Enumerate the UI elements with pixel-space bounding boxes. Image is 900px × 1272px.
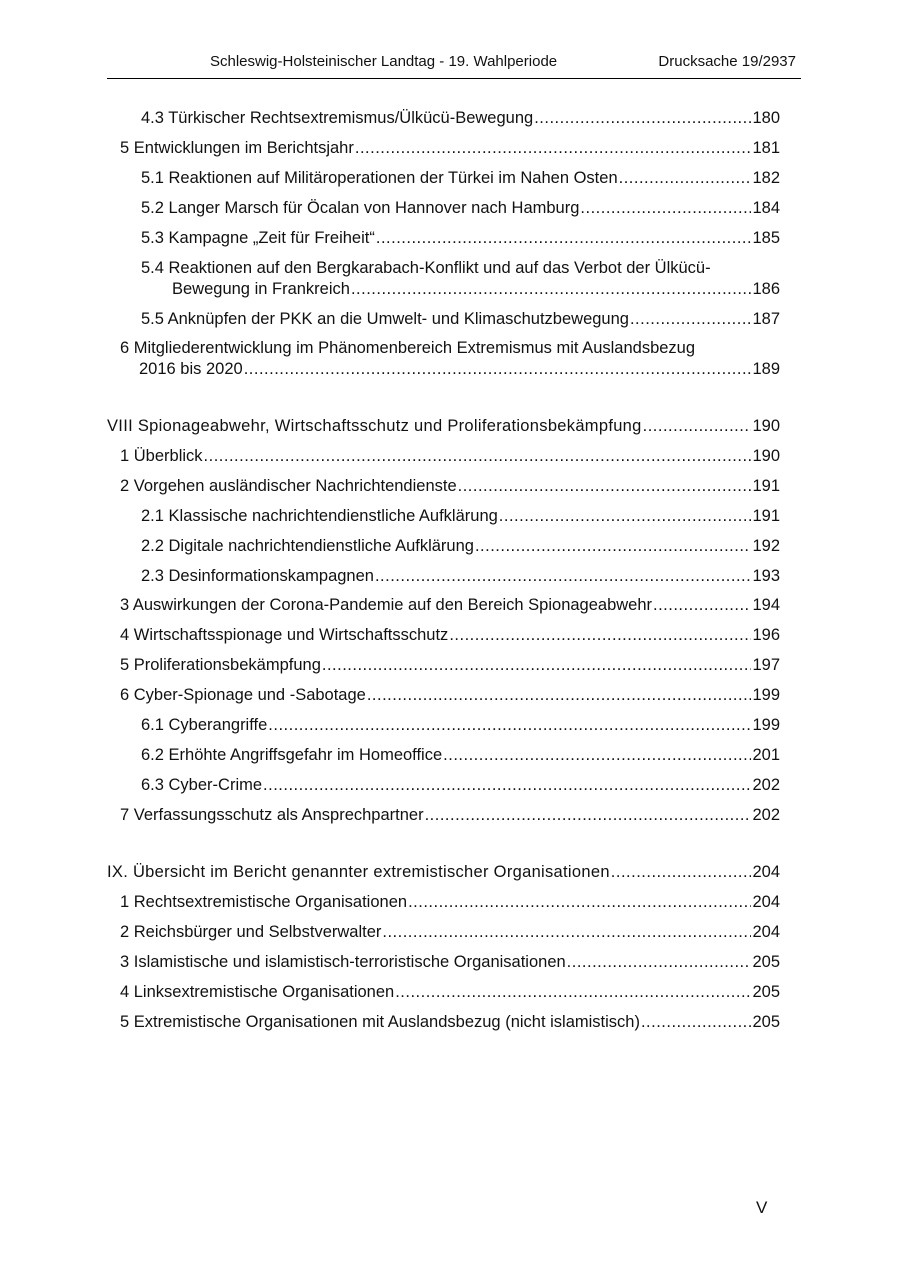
toc-entry-page: 181 <box>752 139 780 157</box>
toc-entry-title: 5 Entwicklungen im Berichtsjahr <box>120 139 354 157</box>
dot-leader <box>475 536 752 556</box>
toc-chapter-title: VIII Spionageabwehr, Wirtschaftsschutz und Proliferationsbekämpfung <box>107 417 642 435</box>
toc-entry-title: 7 Verfassungsschutz als Ansprechpartner <box>120 806 424 824</box>
toc-entry-page: 182 <box>752 169 780 187</box>
dot-leader <box>449 625 751 645</box>
toc-entry-page: 204 <box>752 863 780 881</box>
dot-leader <box>408 892 751 912</box>
toc-entry-title: 2 Vorgehen ausländischer Nachrichtendienste <box>120 477 457 495</box>
dot-leader <box>499 506 752 526</box>
toc-entry-title: 5.4 Reaktionen auf den Bergkarabach-Konflikt und auf das Verbot der Ülkücü- <box>141 259 711 277</box>
toc-entry-page: 196 <box>752 626 780 644</box>
toc-entry-page: 194 <box>752 596 780 614</box>
toc-entry-page: 205 <box>752 953 780 971</box>
dot-leader <box>653 595 751 615</box>
toc-entry-title: 6 Mitgliederentwicklung im Phänomenbereich Extremismus mit Auslandsbezug <box>120 339 696 357</box>
toc-entry-page: 191 <box>752 477 780 495</box>
dot-leader <box>580 198 751 218</box>
dot-leader <box>395 982 751 1002</box>
dot-leader <box>355 138 752 158</box>
toc-entry-page: 190 <box>752 417 780 435</box>
dot-leader <box>268 715 751 735</box>
toc-entry-page: 186 <box>752 280 780 298</box>
dot-leader <box>619 168 752 188</box>
toc-entry-page: 180 <box>752 109 780 127</box>
toc-entry-page: 197 <box>752 656 780 674</box>
toc-entry-title: 4.3 Türkischer Rechtsextremismus/Ülkücü-Bewegung <box>141 109 534 127</box>
page-header <box>107 52 801 79</box>
toc-entry-page: 202 <box>752 776 780 794</box>
dot-leader <box>630 309 752 329</box>
toc-entry-title: 5.5 Anknüpfen der PKK an die Umwelt- und Klimaschutzbewegung <box>141 310 629 328</box>
toc-entry-page: 191 <box>752 507 780 525</box>
toc-entry-title: 5 Extremistische Organisationen mit Auslandsbezug (nicht islamistisch) <box>120 1013 640 1031</box>
header-document-number: Drucksache 19/2937 <box>658 53 796 70</box>
toc-entry-title: 2.2 Digitale nachrichtendienstliche Aufklärung <box>141 537 474 555</box>
dot-leader <box>204 446 752 466</box>
toc-entry-title: 6.1 Cyberangriffe <box>141 716 268 734</box>
dot-leader <box>611 862 752 882</box>
toc-entry-page: 204 <box>752 893 780 911</box>
dot-leader <box>641 1012 752 1032</box>
dot-leader <box>375 566 752 586</box>
toc-entry-page: 199 <box>752 686 780 704</box>
dot-leader <box>443 745 751 765</box>
toc-entry-page: 202 <box>752 806 780 824</box>
toc-entry-page: 201 <box>752 746 780 764</box>
toc-entry-page: 205 <box>752 983 780 1001</box>
toc-entry-page: 204 <box>752 923 780 941</box>
toc-entry-page: 193 <box>752 567 780 585</box>
dot-leader <box>567 952 752 972</box>
header-title: Schleswig-Holsteinischer Landtag - 19. Wahlperiode <box>210 53 558 70</box>
toc-entry-title: 5.2 Langer Marsch für Öcalan von Hannover nach Hamburg <box>141 199 580 217</box>
toc-entry-title: 6 Cyber-Spionage und -Sabotage <box>120 686 366 704</box>
toc-entry-title: 2.1 Klassische nachrichtendienstliche Aufklärung <box>141 507 498 525</box>
toc-entry-page: 199 <box>752 716 780 734</box>
dot-leader <box>382 922 751 942</box>
toc-entry-page: 189 <box>752 360 780 378</box>
toc-entry-page: 192 <box>752 537 780 555</box>
toc-entry-title: 5 Proliferationsbekämpfung <box>120 656 321 674</box>
toc-entry-page: 187 <box>752 310 780 328</box>
dot-leader <box>534 108 751 128</box>
dot-leader <box>425 805 752 825</box>
toc-entry-title: 5.3 Kampagne „Zeit für Freiheit“ <box>141 229 375 247</box>
toc-chapter-title: IX. Übersicht im Bericht genannter extremistischer Organisationen <box>107 863 610 881</box>
toc-entry-title: 6.3 Cyber-Crime <box>141 776 263 794</box>
toc-entry-page: 184 <box>752 199 780 217</box>
toc-entry-page: 190 <box>752 447 780 465</box>
toc-entry-title: 1 Rechtsextremistische Organisationen <box>120 893 408 911</box>
dot-leader <box>367 685 752 705</box>
dot-leader <box>263 775 751 795</box>
toc-entry-title: 3 Auswirkungen der Corona-Pandemie auf den Bereich Spionageabwehr <box>120 596 653 614</box>
toc-entry-title: 2.3 Desinformationskampagnen <box>141 567 374 585</box>
toc-entry-title: 6.2 Erhöhte Angriffsgefahr im Homeoffice <box>141 746 443 764</box>
toc-entry-title: 4 Wirtschaftsspionage und Wirtschaftsschutz <box>120 626 449 644</box>
dot-leader <box>351 279 752 299</box>
dot-leader <box>643 416 752 436</box>
toc-entry-title-continued: 2016 bis 2020 <box>139 360 243 378</box>
dot-leader <box>244 359 752 379</box>
dot-leader <box>376 228 752 248</box>
toc-entry-page: 205 <box>752 1013 780 1031</box>
toc-entry-title: 4 Linksextremistische Organisationen <box>120 983 395 1001</box>
page-number: V <box>756 1198 768 1217</box>
toc-entry-title-continued: Bewegung in Frankreich <box>172 280 350 298</box>
dot-leader <box>458 476 752 496</box>
toc-entry-title: 5.1 Reaktionen auf Militäroperationen der Türkei im Nahen Osten <box>141 169 618 187</box>
dot-leader <box>322 655 752 675</box>
toc-entry-title: 2 Reichsbürger und Selbstverwalter <box>120 923 382 941</box>
toc-entry-title: 1 Überblick <box>120 447 203 465</box>
toc-entry-title: 3 Islamistische und islamistisch-terroristische Organisationen <box>120 953 566 971</box>
toc-entry-page: 185 <box>752 229 780 247</box>
